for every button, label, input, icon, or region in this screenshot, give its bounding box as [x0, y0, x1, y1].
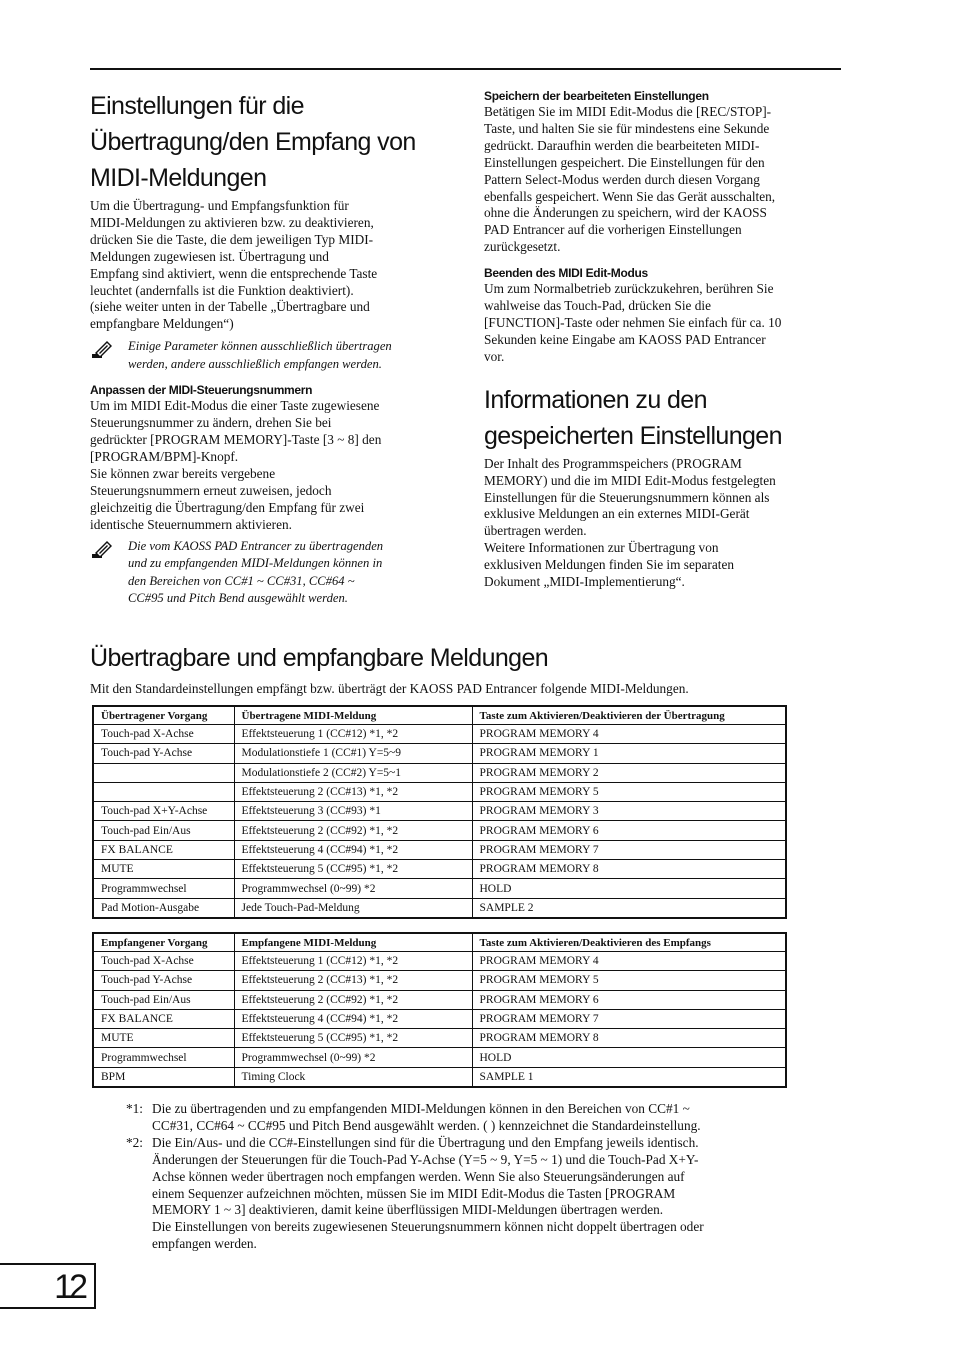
text-line: empfangen werden.	[152, 1236, 257, 1252]
footnote-mark: *1:	[126, 1101, 143, 1116]
text-line: ohne die Änderungen zu speichern, wird der KAOSS	[484, 205, 767, 221]
adjust-cc-paragraph	[90, 398, 446, 533]
table-cell: Effektsteuerung 5 (CC#95) *1, *2	[234, 1029, 472, 1048]
table-cell: Programmwechsel (0~99) *2	[234, 879, 472, 898]
text-line: Steuerungsnummer zu ändern, drehen Sie bei	[90, 415, 332, 431]
text-line: Sekunden keine Eingabe am KAOSS PAD Entrancer	[484, 331, 766, 347]
table-cell: Effektsteuerung 2 (CC#13) *1, *2	[234, 782, 472, 801]
table-row	[93, 821, 786, 840]
table-cell: Effektsteuerung 4 (CC#94) *1, *2	[234, 840, 472, 859]
note-line: CC#95 und Pitch Bend ausgewählt werden.	[128, 591, 348, 605]
table-cell: HOLD	[472, 879, 786, 898]
text-line: wahlweise das Touch-Pad, drücken Sie die	[484, 298, 712, 314]
text-line: MIDI-Meldungen zu aktivieren bzw. zu deaktivieren,	[90, 214, 374, 230]
table-cell: Effektsteuerung 3 (CC#93) *1	[234, 802, 472, 821]
text-line: Weitere Informationen zur Übertragung von	[484, 540, 719, 556]
text-line: PAD Entrancer auf die vorherigen Einstellungen	[484, 222, 742, 238]
table-row	[93, 840, 786, 859]
table-cell: PROGRAM MEMORY 4	[472, 725, 786, 744]
table-row	[93, 1048, 786, 1067]
text-line: Einstellungen gespeichert. Die Einstellungen für den	[484, 154, 765, 170]
table-cell: Touch-pad Ein/Aus	[93, 990, 234, 1009]
text-line: gedrückt. Daraufhin werden die bearbeiteten MIDI-	[484, 137, 760, 153]
table-cell: Effektsteuerung 4 (CC#94) *1, *2	[234, 1009, 472, 1028]
table-cell: FX BALANCE	[93, 840, 234, 859]
text-line: Der Inhalt des Programmspeichers (PROGRAM	[484, 455, 742, 471]
table-header: Empfangene MIDI-Meldung	[234, 933, 472, 952]
pencil-note-icon	[92, 539, 114, 559]
table-cell: Modulationstiefe 1 (CC#1) Y=5~9	[234, 744, 472, 763]
note-line: werden, andere ausschließlich empfangen werden.	[128, 356, 382, 371]
table-header: Empfangener Vorgang	[93, 933, 234, 952]
table-cell: Effektsteuerung 2 (CC#13) *1, *2	[234, 971, 472, 990]
table-row	[93, 1029, 786, 1048]
table-row	[93, 725, 786, 744]
table-cell: PROGRAM MEMORY 5	[472, 782, 786, 801]
text-line: MEMORY 1 ~ 3] deaktivieren, damit keine überflüssigen MIDI-Meldungen übertragen werden.	[152, 1202, 664, 1218]
table-cell: HOLD	[472, 1048, 786, 1067]
pencil-note-icon	[92, 339, 114, 359]
table-cell: Programmwechsel	[93, 1048, 234, 1067]
table-row	[93, 782, 786, 801]
table-row	[93, 763, 786, 782]
table-cell: Touch-pad Ein/Aus	[93, 821, 234, 840]
text-line: Meldungen zugewiesen ist. Übertragung und	[90, 248, 329, 264]
text-line: ebenfalls gespeichert. Wenn Sie das Gerät ausschalten,	[484, 188, 776, 204]
heading-line: gespeicherten Einstellungen	[484, 421, 782, 450]
footnote-mark: *2:	[126, 1134, 143, 1150]
text-line: Sie können zwar bereits vergebene	[90, 465, 276, 481]
text-line: zurückgesetzt.	[484, 239, 561, 255]
table-cell: PROGRAM MEMORY 8	[472, 860, 786, 879]
section-heading-messages: Übertragbare und empfangbare Meldungen	[90, 644, 549, 672]
text-line: MEMORY) und die im MIDI Edit-Modus festgelegten	[484, 472, 776, 488]
text-line: gedrückter [PROGRAM MEMORY]-Taste [3 ~ 8] den	[90, 432, 382, 448]
table-row	[93, 898, 786, 918]
subheading-adjust-cc: Anpassen der MIDI-Steuerungsnummern	[90, 383, 313, 398]
footnotes	[126, 1101, 846, 1253]
text-line: Betätigen Sie im MIDI Edit-Modus die [REC/STOP]-	[484, 104, 772, 119]
table-cell: Touch-pad X-Achse	[93, 952, 234, 971]
text-line: gleichzeitig die Übertragung/den Empfang für zwei	[90, 499, 365, 515]
table-row	[93, 860, 786, 879]
table-cell: PROGRAM MEMORY 2	[472, 763, 786, 782]
table-cell: Timing Clock	[234, 1067, 472, 1087]
note-line: und zu empfangenden MIDI-Meldungen können in	[128, 556, 383, 570]
note-line: den Bereichen von CC#1 ~ CC#31, CC#64 ~	[128, 573, 355, 588]
section-heading-saved-settings	[484, 382, 842, 454]
table-row	[93, 1067, 786, 1087]
table-cell: Touch-pad X+Y-Achse	[93, 802, 234, 821]
table-header: Taste zum Aktivieren/Deaktivieren der Übertragung	[472, 706, 786, 725]
heading-line: Informationen zu den	[484, 385, 707, 414]
text-line: leuchtet (andernfalls ist die Funktion deaktiviert).	[90, 282, 354, 298]
text-line: exklusiven Meldungen finden Sie im separaten	[484, 557, 734, 573]
table-header-row	[93, 706, 786, 725]
text-line: Pattern Select-Modus werden durch diesen Vorgang	[484, 171, 760, 187]
top-rule	[90, 68, 841, 70]
table-cell: PROGRAM MEMORY 1	[472, 744, 786, 763]
table-cell: Effektsteuerung 2 (CC#92) *1, *2	[234, 821, 472, 840]
note-2	[90, 538, 446, 608]
table-cell: MUTE	[93, 1029, 234, 1048]
text-line: Achse können weder übertragen noch empfangen werden. Wenn Sie also Steuerungsänderungen auf	[152, 1168, 685, 1184]
intro-paragraph	[90, 198, 446, 333]
table-cell: BPM	[93, 1067, 234, 1087]
text-line: einem Sequenzer aufzeichnen möchten, müssen Sie im MIDI Edit-Modus die Tasten [PROGRAM	[152, 1185, 676, 1201]
note-line: Die vom KAOSS PAD Entrancer zu übertragenden	[128, 538, 384, 553]
footnote-text	[152, 1101, 701, 1135]
table-cell: PROGRAM MEMORY 4	[472, 952, 786, 971]
page-number: 12	[0, 1263, 96, 1309]
text-line: Die Einstellungen von bereits zugewiesenen Steuerungsnummern können nicht doppelt übertragen oder	[152, 1219, 704, 1235]
table-cell: Jede Touch-Pad-Meldung	[234, 898, 472, 918]
text-line: exklusive Meldungen an ein externes MIDI-Gerät	[484, 506, 750, 522]
table-row	[93, 802, 786, 821]
table-header-row	[93, 933, 786, 952]
table-cell: PROGRAM MEMORY 7	[472, 840, 786, 859]
messages-intro: Mit den Standardeinstellungen empfängt bzw. überträgt der KAOSS PAD Entrancer folgende MIDI-Meldungen.	[90, 681, 689, 696]
text-line: Empfang sind aktiviert, wenn die entsprechende Taste	[90, 265, 378, 281]
text-line: Dokument „MIDI-Implementierung“.	[484, 574, 685, 590]
table-cell: PROGRAM MEMORY 8	[472, 1029, 786, 1048]
text-line: übertragen werden.	[484, 523, 587, 539]
text-line: drücken Sie die Taste, die dem jeweiligen Typ MIDI-	[90, 231, 374, 247]
text-line: [FUNCTION]-Taste oder nehmen Sie einfach für ca. 10	[484, 314, 782, 330]
transmit-table	[92, 705, 787, 919]
text-line: empfangbare Meldungen“)	[90, 316, 234, 332]
text-line: (siehe weiter unten in der Tabelle „Übertragbare und	[90, 299, 370, 315]
subheading-save-settings: Speichern der bearbeiteten Einstellungen	[484, 89, 709, 103]
table-row	[93, 1009, 786, 1028]
note-line: Einige Parameter können ausschließlich übertragen	[128, 339, 392, 354]
table-header: Übertragener Vorgang	[93, 706, 234, 725]
table-cell	[93, 782, 234, 801]
text-line: vor.	[484, 348, 505, 364]
table-cell: Touch-pad X-Achse	[93, 725, 234, 744]
text-line: Die Ein/Aus- und die CC#-Einstellungen sind für die Übertragung und den Empfang jeweils identisch.	[152, 1134, 699, 1150]
table-cell: Touch-pad Y-Achse	[93, 744, 234, 763]
heading-line: Einstellungen für die	[90, 92, 304, 120]
note-1	[90, 338, 446, 373]
text-line: [PROGRAM/BPM]-Knopf.	[90, 448, 239, 464]
table-header: Übertragene MIDI-Meldung	[234, 706, 472, 725]
table-row	[93, 952, 786, 971]
table-cell: PROGRAM MEMORY 7	[472, 1009, 786, 1028]
text-line: Änderungen der Steuerungen für die Touch-Pad Y-Achse (Y=5 ~ 9, Y=5 ~ 1) und die Touch-Pad X+Y-	[152, 1151, 699, 1167]
save-settings-paragraph	[484, 104, 842, 256]
left-column	[90, 88, 446, 608]
table-cell: Modulationstiefe 2 (CC#2) Y=5~1	[234, 763, 472, 782]
saved-settings-paragraph	[484, 456, 842, 591]
table-cell: PROGRAM MEMORY 5	[472, 971, 786, 990]
section-heading-transmit-receive	[90, 88, 446, 196]
text-line: Einstellungen für die Steuerungsnummern können als	[484, 489, 770, 505]
text-line: Um zum Normalbetrieb zurückzukehren, berühren Sie	[484, 281, 774, 297]
table-cell: PROGRAM MEMORY 6	[472, 821, 786, 840]
table-cell: Effektsteuerung 5 (CC#95) *1, *2	[234, 860, 472, 879]
text-line: Taste, und halten Sie sie für mindestens eine Sekunde	[484, 120, 770, 136]
footnote-2	[126, 1135, 846, 1253]
table-cell: Programmwechsel	[93, 879, 234, 898]
table-cell: MUTE	[93, 860, 234, 879]
text-line: identische Steuernummern aktivieren.	[90, 516, 292, 532]
table-cell: Touch-pad Y-Achse	[93, 971, 234, 990]
text-line: CC#31, CC#64 ~ CC#95 und Pitch Bend ausgewählt werden. ( ) kennzeichnet die Standardeinstellung.	[152, 1117, 701, 1133]
heading-line: MIDI-Meldungen	[90, 164, 267, 192]
table-row	[93, 990, 786, 1009]
heading-line: Übertragung/den Empfang von	[90, 128, 416, 156]
table-cell: Effektsteuerung 1 (CC#12) *1, *2	[234, 952, 472, 971]
text-line: Steuerungsnummern erneut zuweisen, jedoch	[90, 482, 332, 498]
footnote-1	[126, 1101, 846, 1135]
receive-table	[92, 932, 787, 1088]
table-row	[93, 971, 786, 990]
table-cell: FX BALANCE	[93, 1009, 234, 1028]
table-cell: SAMPLE 2	[472, 898, 786, 918]
table-cell: Programmwechsel (0~99) *2	[234, 1048, 472, 1067]
text-line: Die zu übertragenden und zu empfangenden MIDI-Meldungen können in den Bereichen von CC#1 ~	[152, 1101, 690, 1116]
table-cell: PROGRAM MEMORY 6	[472, 990, 786, 1009]
table-cell	[93, 763, 234, 782]
footnote-text	[152, 1135, 704, 1253]
table-header: Taste zum Aktivieren/Deaktivieren des Empfangs	[472, 933, 786, 952]
text-line: Um im MIDI Edit-Modus die einer Taste zugewiesene	[90, 398, 380, 414]
text-line: Um die Übertragung- und Empfangsfunktion für	[90, 198, 349, 213]
table-cell: SAMPLE 1	[472, 1067, 786, 1087]
table-cell: Effektsteuerung 1 (CC#12) *1, *2	[234, 725, 472, 744]
table-cell: Effektsteuerung 2 (CC#92) *1, *2	[234, 990, 472, 1009]
subheading-exit-midi-edit: Beenden des MIDI Edit-Modus	[484, 266, 648, 281]
table-cell: Pad Motion-Ausgabe	[93, 898, 234, 918]
right-column	[484, 88, 842, 591]
exit-midi-edit-paragraph	[484, 281, 842, 366]
table-row	[93, 744, 786, 763]
table-row	[93, 879, 786, 898]
table-cell: PROGRAM MEMORY 3	[472, 802, 786, 821]
